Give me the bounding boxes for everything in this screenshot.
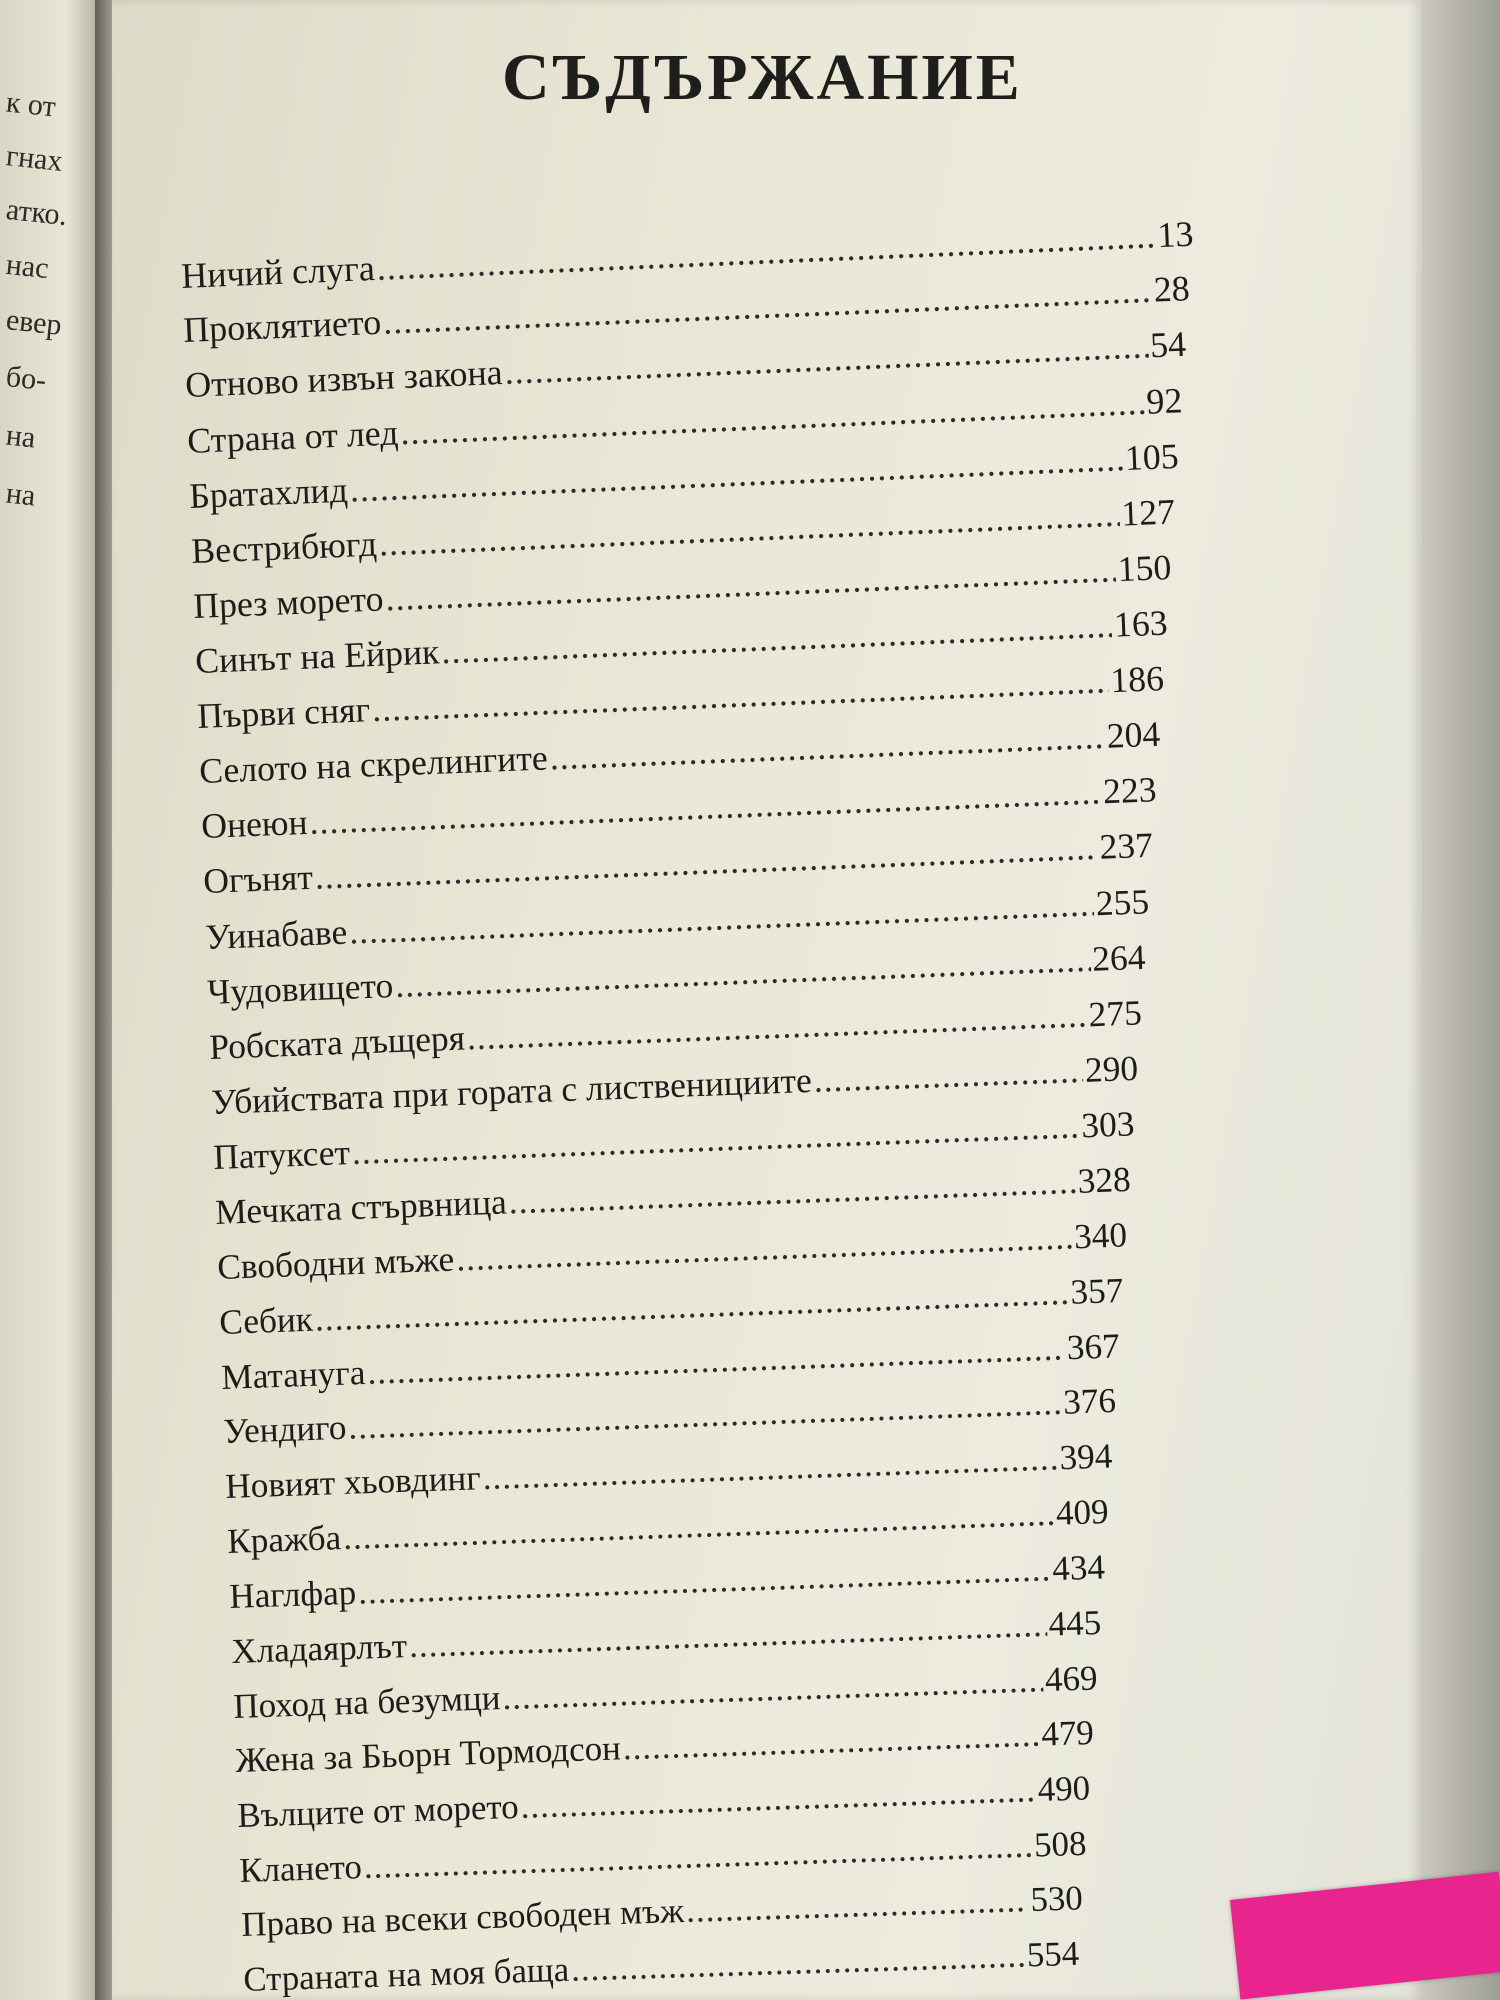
- toc-entry-page-number: 150: [1116, 546, 1173, 590]
- toc-entry-title: Страната на моя баща: [242, 1949, 570, 2000]
- toc-entry-page-number: 376: [1062, 1381, 1117, 1423]
- toc-entry-title: Свободни мъже: [216, 1239, 455, 1287]
- toc-entry-page-number: 127: [1120, 491, 1176, 534]
- toc-entry-title: Селото на скрелингите: [198, 737, 549, 792]
- toc-entry-page-number: 275: [1087, 991, 1143, 1034]
- toc-entry-page-number: 445: [1048, 1603, 1102, 1644]
- toc-entry-title: Новият хьовдинг: [224, 1458, 482, 1507]
- previous-page-edge: [0, 0, 95, 2000]
- toc-entry-title: Чудовището: [206, 964, 394, 1012]
- previous-page-text: атко.: [4, 192, 69, 233]
- toc-entry-title: Проклятието: [182, 301, 382, 351]
- toc-entry-page-number: 204: [1105, 713, 1161, 757]
- toc-entry-page-number: 394: [1058, 1436, 1113, 1478]
- toc-entry-page-number: 92: [1145, 379, 1184, 422]
- toc-entry-page-number: 290: [1084, 1047, 1139, 1090]
- toc-entry-page-number: 490: [1037, 1768, 1091, 1809]
- previous-page-text: на: [4, 418, 38, 455]
- toc-entry-page-number: 508: [1033, 1823, 1088, 1865]
- toc-entry-page-number: 105: [1124, 435, 1180, 478]
- toc-entry-title: Братахлид: [188, 469, 349, 516]
- previous-page-text: гнах: [4, 139, 65, 178]
- previous-page-text: нас: [4, 247, 51, 286]
- previous-page-text: к от: [4, 85, 58, 124]
- toc-entry-title: Страна от лед: [186, 411, 400, 461]
- toc-entry-title: Уендиго: [222, 1408, 347, 1452]
- toc-entry-title: Убийствата при гората с лиственициите: [210, 1059, 813, 1122]
- toc-entry-title: Отново извън закона: [184, 352, 504, 406]
- toc-entry-page-number: 28: [1152, 268, 1191, 310]
- toc-entry-title: Матануга: [220, 1352, 367, 1397]
- toc-entry-page-number: 186: [1109, 658, 1165, 701]
- toc-entry-title: Робската дъщеря: [208, 1017, 466, 1067]
- toc-entry-title: Синът на Ейрик: [194, 631, 441, 682]
- toc-entry-title: Право на всеки свободен мъж: [240, 1891, 685, 1945]
- toc-entry-title: Ничий слуга: [180, 247, 376, 296]
- toc-entry-page-number: 223: [1102, 769, 1158, 812]
- toc-entry-title: Онеюн: [200, 802, 309, 847]
- toc-entry-page-number: 328: [1077, 1159, 1132, 1201]
- toc-entry-page-number: 479: [1040, 1712, 1095, 1754]
- toc-entry-page-number: 530: [1029, 1878, 1084, 1920]
- toc-entry-page-number: 303: [1080, 1103, 1136, 1145]
- toc-entry-page-number: 340: [1073, 1215, 1128, 1256]
- page-title: СЪДЪРЖАНИЕ: [502, 41, 1023, 114]
- toc-entry-title: Себик: [218, 1299, 314, 1342]
- toc-entry-title: Наглфар: [228, 1572, 357, 1617]
- toc-entry-title: Вестрибюгд: [190, 523, 378, 571]
- toc-entry-page-number: 469: [1044, 1658, 1099, 1700]
- previous-page-text: на: [4, 476, 38, 513]
- toc-entry-page-number: 163: [1113, 602, 1169, 645]
- toc-entry-title: Патуксет: [212, 1131, 351, 1177]
- toc-entry-page-number: 367: [1066, 1325, 1121, 1367]
- toc-entry-title: Уинабаве: [204, 911, 348, 957]
- toc-entry-title: Хладаярлът: [230, 1626, 408, 1672]
- toc-entry-title: Първи сняг: [196, 689, 371, 737]
- toc-entry-title: През морето: [192, 578, 385, 626]
- toc-entry-page-number: 54: [1149, 324, 1187, 366]
- page-stack-edge: [1422, 0, 1500, 2000]
- toc-entry-title: Вълците от морето: [236, 1786, 520, 1835]
- toc-entry-page-number: 237: [1098, 825, 1154, 868]
- toc-entry-title: Мечката стървница: [214, 1182, 508, 1232]
- toc-entry-page-number: 13: [1156, 213, 1195, 256]
- toc-entry-title: Жена за Бьорн Тормодсон: [234, 1728, 622, 1780]
- toc-entry-page-number: 255: [1095, 880, 1150, 923]
- toc-entry-page-number: 554: [1026, 1933, 1080, 1975]
- toc-entry-title: Поход на безумци: [232, 1678, 501, 1726]
- previous-page-text: евер: [4, 303, 64, 342]
- toc-entry-title: Огънят: [202, 857, 314, 902]
- toc-entry-title: Кражба: [226, 1518, 342, 1562]
- previous-page-text: бо-: [4, 359, 48, 398]
- toc-entry-title: Клането: [238, 1846, 363, 1890]
- toc-entry-page-number: 434: [1051, 1547, 1106, 1589]
- toc-entry-page-number: 264: [1091, 936, 1147, 979]
- toc-entry-page-number: 409: [1055, 1492, 1110, 1534]
- toc-entry-page-number: 357: [1069, 1270, 1125, 1312]
